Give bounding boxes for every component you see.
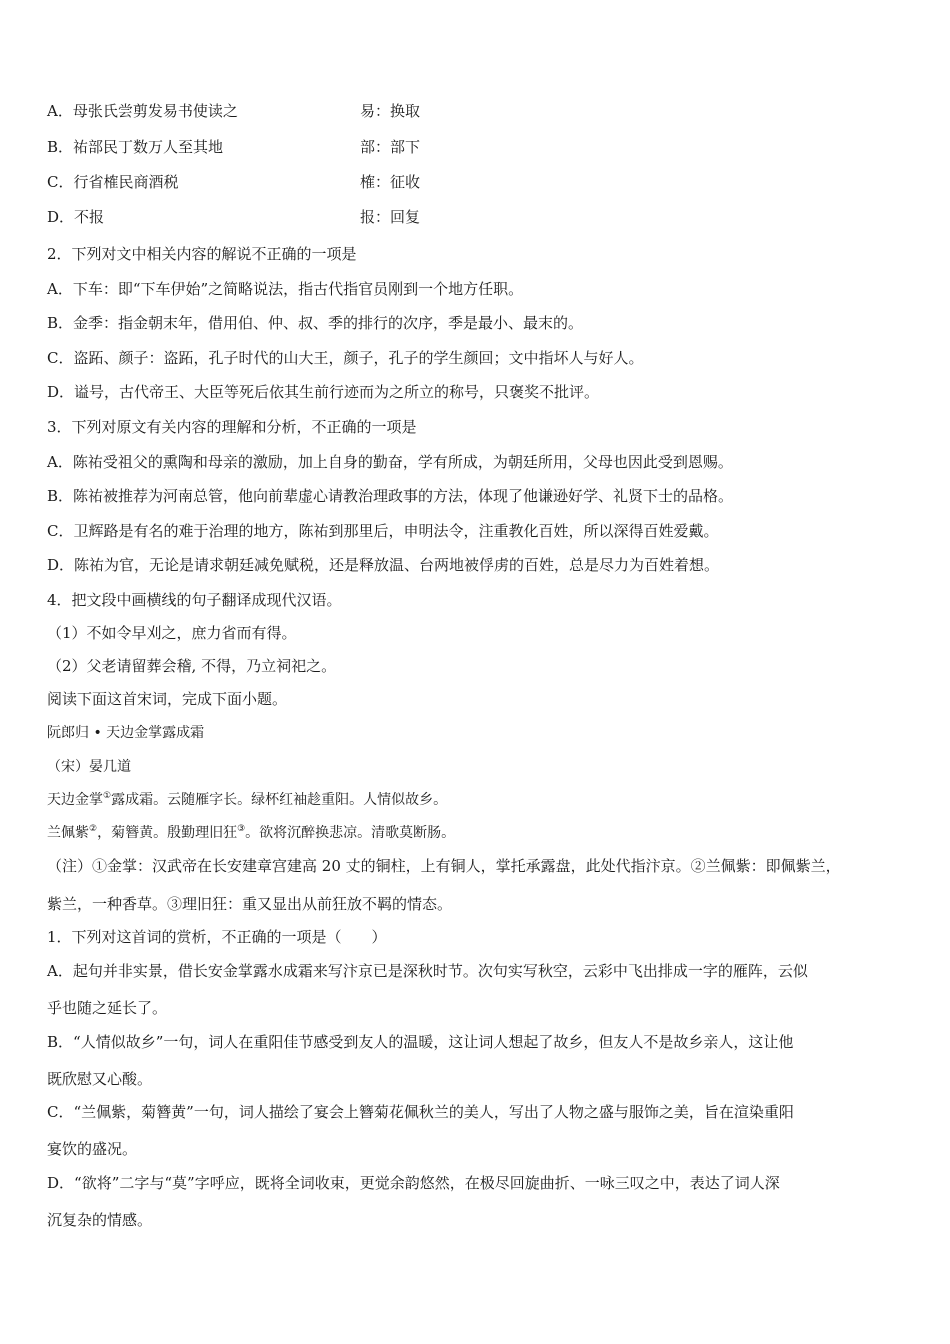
q3-option-d: D．陈祐为官，无论是请求朝廷减免赋税，还是释放温、台两地被俘虏的百姓，总是尽力为百姓着想。 xyxy=(47,556,720,574)
q1-option-c: C．行省榷民商酒税 榷：征收 xyxy=(47,173,421,191)
poem-intro: 阅读下面这首宋词，完成下面小题。 xyxy=(47,690,288,708)
pq1-option-d-line-2: 沉复杂的情感。 xyxy=(47,1211,153,1229)
q2-option-b: B．金季：指金朝末年，借用伯、仲、叔、季的排行的次序，季是最小、最末的。 xyxy=(47,314,584,332)
footnote-marker-1: ① xyxy=(103,791,112,801)
pq1-option-b-line-2: 既欣慰又心酸。 xyxy=(47,1070,153,1088)
q2-stem: 2．下列对文中相关内容的解说不正确的一项是 xyxy=(47,245,357,263)
footnote-marker-3: ③ xyxy=(237,824,246,834)
q2-option-a: A．下车：即“下车伊始”之简略说法，指古代指官员刚到一个地方任职。 xyxy=(47,280,524,298)
pq1-stem: 1．下列对这首词的赏析，不正确的一项是（ ） xyxy=(47,928,387,946)
pq1-option-a-line-1: A．起句并非实景，借长安金掌露水成霜来写汴京已是深秋时节。次句实写秋空，云彩中飞出排成一字的雁阵，云似 xyxy=(47,962,808,980)
q2-option-c: C．盗跖、颜子：盗跖，孔子时代的山大王，颜子，孔子的学生颜回；文中指坏人与好人。 xyxy=(47,349,644,367)
pq1-option-b-line-1: B．“人情似故乡”一句，词人在重阳佳节感受到友人的温暖，这让词人想起了故乡，但友人不是故乡亲人，这让他 xyxy=(47,1033,794,1051)
pq1-option-d-line-1: D．“欲将”二字与“莫”字呼应，既将全词收束，更觉余韵悠然，在极尽回旋曲折、一咏三叹之中，表达了词人深 xyxy=(47,1174,780,1192)
q4-item-1: （1）不如令早刈之，庶力省而有得。 xyxy=(47,624,297,642)
pq1-option-c-line-2: 宴饮的盛况。 xyxy=(47,1140,138,1158)
pq1-option-a-line-2: 乎也随之延长了。 xyxy=(47,999,168,1017)
poem-author: （宋）晏几道 xyxy=(47,759,131,775)
poem-title: 阮郎归 • 天边金掌露成霜 xyxy=(47,725,205,741)
q3-option-b: B．陈祐被推荐为河南总管，他向前辈虚心请教治理政事的方法，体现了他谦逊好学、礼贤下士的品格。 xyxy=(47,487,734,505)
q4-item-2: （2）父老请留葬会稽, 不得，乃立祠祀之。 xyxy=(47,657,337,675)
poem-notes-line-1: （注）①金掌：汉武帝在长安建章宫建高 20 丈的铜柱，上有铜人，掌托承露盘，此处代指汴京。②兰佩紫：即佩紫兰， xyxy=(47,857,841,875)
q1-option-a: A．母张氏尝剪发易书使读之 易：换取 xyxy=(47,102,421,120)
poem-notes-line-2: 紫兰，一种香草。③理旧狂：重又显出从前狂放不羁的情态。 xyxy=(47,895,453,913)
pq1-option-c-line-1: C．“兰佩紫，菊簪黄”一句，词人描绘了宴会上簪菊花佩秋兰的美人，写出了人物之盛与服饰之美，旨在渲染重阳 xyxy=(47,1103,794,1121)
poem-line-2: 兰佩紫②，菊簪黄。殷勤理旧狂③。欲将沉醉换悲凉。清歌莫断肠。 xyxy=(47,824,456,841)
q1-option-d: D．不报 报：回复 xyxy=(47,208,421,226)
poem-line-1: 天边金掌①露成霜。云随雁字长。绿杯红袖趁重阳。人情似故乡。 xyxy=(47,791,448,808)
q3-option-c: C．卫辉路是有名的难于治理的地方，陈祐到那里后，申明法令，注重教化百姓，所以深得百姓爱戴。 xyxy=(47,522,719,540)
q4-stem: 4．把文段中画横线的句子翻译成现代汉语。 xyxy=(47,591,342,609)
q3-option-a: A．陈祐受祖父的熏陶和母亲的激励，加上自身的勤奋，学有所成，为朝廷所用，父母也因此受到恩赐。 xyxy=(47,453,733,471)
q2-option-d: D．谥号，古代帝王、大臣等死后依其生前行迹而为之所立的称号，只褒奖不批评。 xyxy=(47,383,600,401)
footnote-marker-2: ② xyxy=(89,824,98,834)
q1-option-b: B．祐部民丁数万人至其地 部：部下 xyxy=(47,138,421,156)
q3-stem: 3．下列对原文有关内容的理解和分析，不正确的一项是 xyxy=(47,418,417,436)
